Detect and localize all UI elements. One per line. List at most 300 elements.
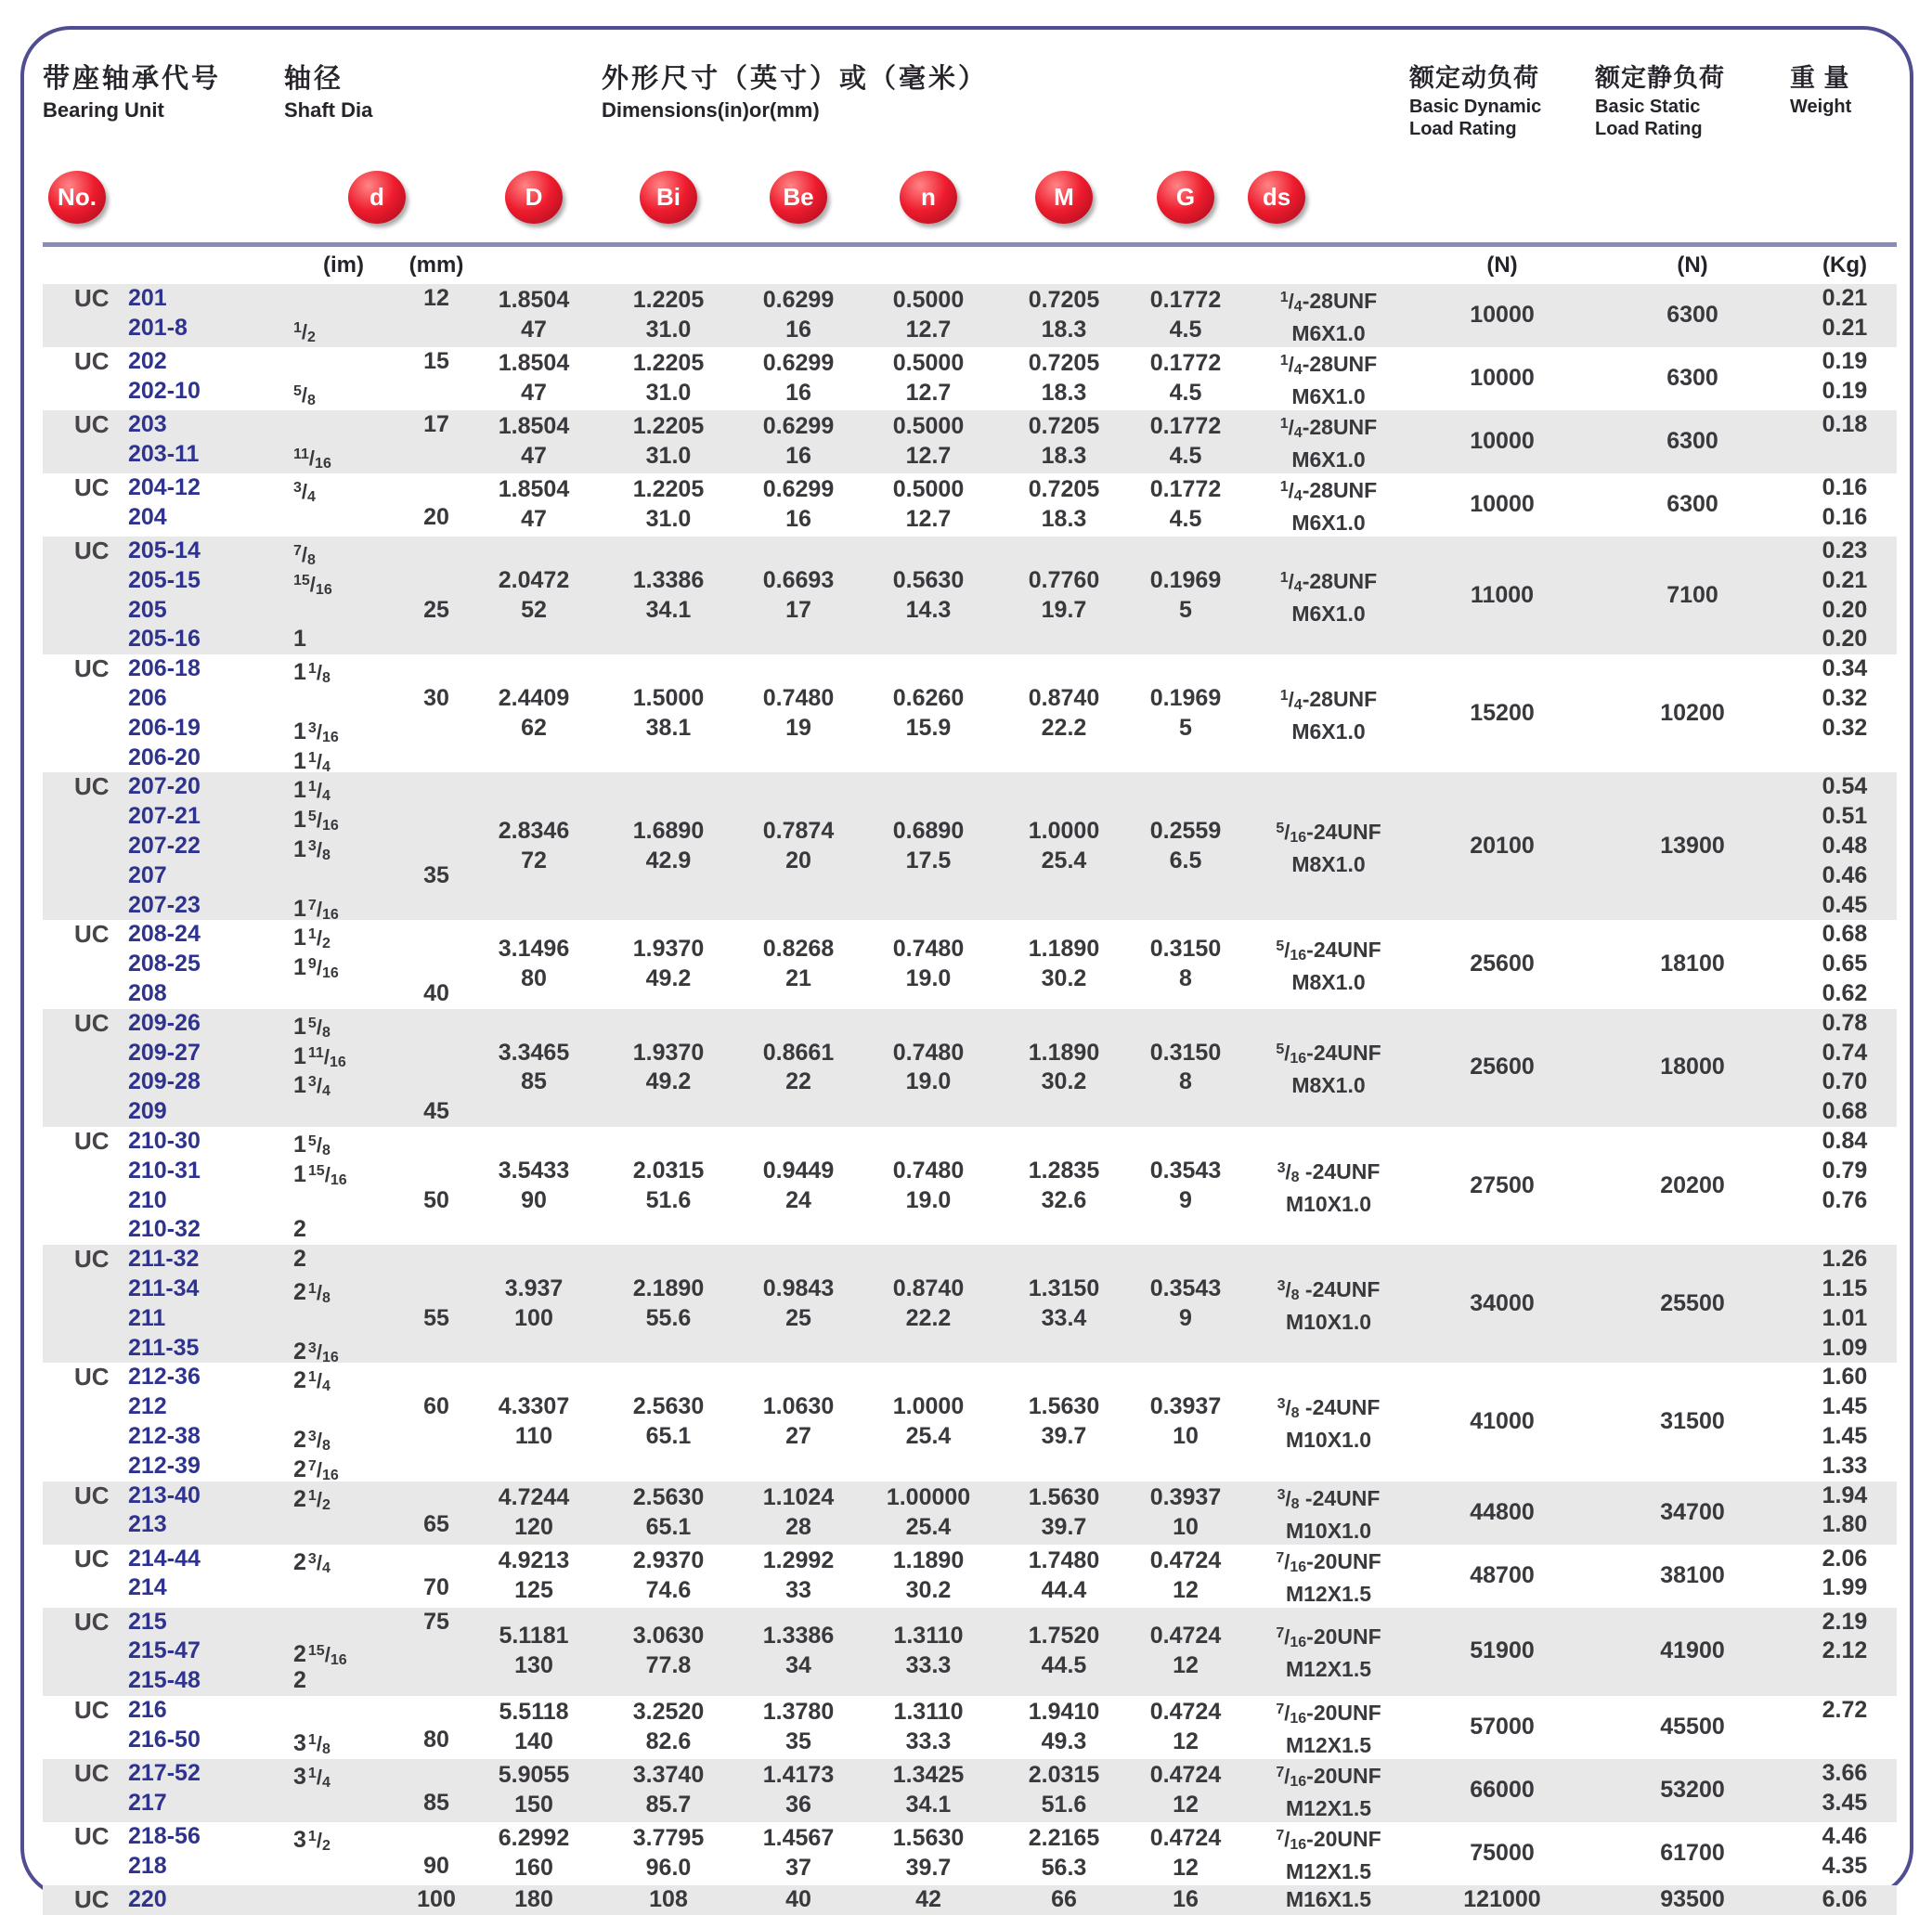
- dim-D-inch: 4.9213: [498, 1546, 570, 1573]
- thread-spec-cell: [1242, 1545, 1409, 1608]
- shaft-dia-inch: [293, 654, 403, 687]
- thread-metric: M6X1.0: [1291, 321, 1366, 345]
- weight-cell: [1790, 1545, 1900, 1608]
- shaft-dia-mm: 12: [423, 285, 449, 311]
- dim-Bi-cell: [598, 1245, 739, 1363]
- thread-imperial: $^1$/4-28UNF: [1279, 352, 1378, 378]
- dim-G-cell: [1129, 473, 1242, 537]
- dim-Be-mm: 19: [785, 714, 811, 741]
- shaft-dia-mm: 100: [417, 1885, 456, 1912]
- dim-G-cell: [1129, 920, 1242, 1008]
- dim-n-inch: 0.5000: [892, 350, 965, 377]
- uc-prefix-cell: [43, 1545, 128, 1608]
- static-load-cell: [1595, 1696, 1790, 1759]
- uc-prefix: UC: [74, 1008, 110, 1037]
- uc-prefix: [43, 979, 128, 1009]
- inch-fraction: 2 $^7$/16: [293, 1456, 339, 1483]
- weight-value: [1790, 744, 1900, 773]
- thread-imperial: $^5$/16-24UNF: [1276, 819, 1381, 846]
- shaft-dia-mm: [403, 832, 470, 861]
- uc-prefix-cell: [43, 347, 128, 410]
- shaft-dia-mm-cell: [403, 1545, 470, 1608]
- dim-D-inch: 2.8346: [498, 818, 570, 845]
- dim-G-cell: [1129, 1482, 1242, 1545]
- dim-n-inch: 0.6890: [892, 818, 965, 845]
- thread-imperial: $^3$/8 -24UNF: [1277, 1158, 1381, 1185]
- model-number-cell: [128, 1759, 284, 1822]
- dim-D-mm: 90: [521, 1186, 547, 1213]
- static-load-value: 20200: [1660, 1171, 1725, 1198]
- dim-G-mm: 12: [1173, 1727, 1199, 1754]
- weight-value: 1.45: [1822, 1393, 1868, 1420]
- shaft-dia-inch: [293, 1334, 403, 1364]
- static-load-cell: [1595, 920, 1790, 1008]
- shaft-dia-mm: [403, 744, 470, 773]
- symbol-badge-row: [43, 168, 1897, 226]
- thread-metric: M10X1.0: [1285, 1518, 1372, 1543]
- shaft-dia-inch: [293, 1482, 403, 1511]
- bearing-model: 206: [128, 684, 167, 711]
- uc-prefix-cell: [43, 654, 128, 772]
- weight-value: 0.65: [1822, 951, 1868, 977]
- dim-D-cell: [470, 1885, 598, 1915]
- dim-D-mm: 180: [514, 1885, 553, 1912]
- dim-M-mm: 18.3: [1041, 443, 1087, 469]
- dim-Be-mm: 22: [785, 1068, 811, 1095]
- dim-n-inch: 1.1890: [892, 1546, 965, 1573]
- dim-n-inch: 0.7480: [892, 1039, 965, 1066]
- bearing-model: 212-39: [128, 1452, 201, 1479]
- weight-value: 0.21: [1822, 566, 1868, 593]
- dim-M-mm: 39.7: [1041, 1513, 1087, 1540]
- dim-Be-inch: 0.6299: [762, 476, 835, 503]
- dim-M-inch: 1.2835: [1028, 1157, 1100, 1184]
- weight-value: 6.06: [1822, 1885, 1868, 1912]
- dim-M-mm: 30.2: [1041, 1068, 1087, 1095]
- uc-prefix: [43, 1186, 128, 1216]
- shaft-dia-inch: [293, 979, 403, 1009]
- shaft-dia-mm: 60: [423, 1393, 449, 1420]
- dim-M-inch: 1.5630: [1028, 1393, 1100, 1420]
- inch-fraction: 1 $^1$/4: [293, 747, 331, 775]
- dim-n-inch: 1.3425: [892, 1762, 965, 1789]
- weight-value: 0.79: [1822, 1157, 1868, 1184]
- bearing-model: 206-19: [128, 714, 201, 741]
- dim-G-inch: 0.3937: [1149, 1483, 1222, 1510]
- dim-Bi-inch: 1.2205: [632, 350, 705, 377]
- header-bearing-unit-en: Bearing Unit: [43, 98, 164, 122]
- uc-prefix-cell: [43, 1696, 128, 1759]
- dim-n-cell: [858, 1482, 999, 1545]
- dim-Bi-mm: 74.6: [645, 1576, 692, 1603]
- model-number-cell: [128, 410, 284, 473]
- dim-M-inch: 0.7205: [1028, 287, 1100, 314]
- shaft-dia-mm: [403, 920, 470, 950]
- dynamic-load-value: 34000: [1470, 1289, 1535, 1316]
- inch-fraction: 2 $^1$/4: [293, 1367, 331, 1395]
- thread-fraction: $^7$/16: [1276, 1549, 1307, 1575]
- shaft-dia-inch: [293, 1304, 403, 1334]
- static-load-cell: [1595, 1009, 1790, 1127]
- dim-D-mm: 47: [521, 317, 547, 343]
- uc-prefix: UC: [74, 473, 110, 501]
- model-number-cell: [128, 772, 284, 920]
- dim-D-inch: 3.5433: [498, 1157, 570, 1184]
- dynamic-load-value: 27500: [1470, 1171, 1535, 1198]
- dim-M-mm: 30.2: [1041, 965, 1087, 992]
- dynamic-load-value: 25600: [1470, 1054, 1535, 1080]
- dim-Be-mm: 17: [785, 596, 811, 623]
- shaft-dia-inch-cell: [284, 654, 403, 775]
- dim-n-mm: 30.2: [905, 1576, 952, 1603]
- static-load-cell: [1595, 410, 1790, 473]
- shaft-dia-inch: [293, 566, 403, 596]
- dim-M-cell: [999, 772, 1129, 920]
- header-dynamic-load-en1: Basic Dynamic: [1409, 97, 1542, 117]
- shaft-dia-mm: [403, 1039, 470, 1068]
- shaft-dia-mm: [403, 891, 470, 921]
- thread-imperial: $^3$/8 -24UNF: [1277, 1394, 1381, 1421]
- dim-M-cell: [999, 1545, 1129, 1608]
- model-number-cell: [128, 284, 284, 347]
- static-load-cell: [1595, 1245, 1790, 1363]
- uc-prefix-cell: [43, 284, 128, 347]
- bearing-model: 202: [128, 348, 167, 374]
- header-weight-en: Weight: [1790, 97, 1852, 117]
- dim-D-cell: [470, 1482, 598, 1545]
- weight-value: [1790, 1215, 1900, 1245]
- uc-prefix: UC: [74, 1126, 110, 1155]
- uc-prefix-cell: [43, 1482, 128, 1545]
- weight-cell: [1790, 1363, 1900, 1481]
- thread-imperial: $^5$/16-24UNF: [1276, 938, 1381, 964]
- inch-fraction: 1 $^1$/2: [293, 925, 331, 952]
- shaft-dia-inch: [293, 1067, 403, 1100]
- thread-fraction: $^1$/4: [1279, 479, 1303, 504]
- uc-prefix: [43, 1789, 128, 1818]
- thread-spec-cell: [1242, 654, 1409, 772]
- uc-prefix: [43, 503, 128, 533]
- shaft-dia-mm-cell: [403, 920, 470, 1008]
- dynamic-load-value: 11000: [1470, 581, 1535, 608]
- dim-n-mm: 19.0: [905, 965, 952, 992]
- inch-fraction: 2: [293, 1667, 306, 1694]
- shaft-dia-inch: [293, 1157, 403, 1186]
- static-load-cell: [1595, 1759, 1790, 1822]
- badge-ds: ds: [1248, 171, 1305, 224]
- thread-metric: M6X1.0: [1291, 447, 1366, 472]
- dim-Bi-cell: [598, 1363, 739, 1481]
- dim-D-cell: [470, 1245, 598, 1363]
- bearing-model: 207-23: [128, 891, 201, 918]
- dim-M-cell: [999, 1009, 1129, 1127]
- shaft-dia-mm: 50: [423, 1186, 449, 1213]
- dim-Bi-inch: 1.2205: [632, 476, 705, 503]
- thread-metric: M10X1.0: [1285, 1309, 1372, 1334]
- bearing-model: 205-14: [128, 537, 201, 563]
- shaft-dia-inch: [293, 861, 403, 891]
- dim-D-inch: 4.3307: [498, 1393, 570, 1420]
- thread-spec-cell: [1242, 1608, 1409, 1696]
- weight-cell: [1790, 772, 1900, 920]
- uc-prefix: UC: [74, 1758, 110, 1787]
- shaft-dia-mm-cell: [403, 410, 470, 473]
- shaft-dia-mm-cell: [403, 473, 470, 537]
- dim-M-cell: [999, 1759, 1129, 1822]
- bearing-model: 208-25: [128, 951, 201, 977]
- dim-M-cell: [999, 1245, 1129, 1363]
- uc-prefix: [43, 314, 128, 343]
- shaft-dia-inch: [293, 1726, 403, 1755]
- dim-n-cell: [858, 1545, 999, 1608]
- shaft-dia-inch: [293, 440, 403, 470]
- dynamic-load-cell: [1409, 772, 1595, 920]
- dim-M-cell: [999, 1127, 1129, 1245]
- dim-D-mm: 130: [514, 1652, 553, 1679]
- shaft-dia-mm: [403, 802, 470, 832]
- shaft-dia-mm: [403, 1067, 470, 1097]
- header-static-load-zh: 额定静负荷: [1595, 64, 1725, 92]
- uc-prefix: UC: [74, 1363, 110, 1391]
- dynamic-load-cell: [1409, 410, 1595, 473]
- dim-n-inch: 0.7480: [892, 936, 965, 963]
- inch-fraction: $^3$/4: [293, 480, 316, 505]
- uc-prefix: UC: [74, 1481, 110, 1509]
- model-number-cell: [128, 347, 284, 410]
- bearing-model: 214: [128, 1574, 167, 1601]
- dim-D-inch: 6.2992: [498, 1825, 570, 1852]
- dim-Bi-cell: [598, 347, 739, 410]
- weight-value: 0.54: [1822, 773, 1868, 800]
- shaft-dia-inch: [293, 1275, 403, 1304]
- model-number-cell: [128, 1696, 284, 1759]
- weight-value: 0.62: [1822, 979, 1868, 1006]
- static-load-value: 7100: [1666, 581, 1718, 608]
- header-bearing-unit: [43, 58, 284, 140]
- dim-Be-cell: [739, 1545, 858, 1608]
- dim-n-inch: 0.5630: [892, 566, 965, 593]
- dim-Bi-cell: [598, 1009, 739, 1127]
- weight-value: 3.66: [1822, 1759, 1868, 1786]
- weight-value: 0.18: [1822, 411, 1868, 437]
- dim-Bi-mm: 38.1: [645, 714, 692, 741]
- thread-spec-cell: [1242, 537, 1409, 654]
- bearing-model: 215-48: [128, 1667, 201, 1694]
- static-load-value: 18000: [1660, 1054, 1725, 1080]
- dim-D-mm: 62: [521, 714, 547, 741]
- weight-cell: [1790, 1127, 1900, 1245]
- dim-Bi-inch: 3.3740: [632, 1762, 705, 1789]
- dim-Be-cell: [739, 920, 858, 1008]
- model-number-cell: [128, 1545, 284, 1608]
- header-dimensions: [470, 58, 1409, 140]
- dim-D-cell: [470, 1608, 598, 1696]
- shaft-dia-inch: [293, 1422, 403, 1452]
- dim-D-inch: 2.4409: [498, 684, 570, 711]
- table-row: [43, 1822, 1897, 1885]
- inch-fraction: 1 $^7$/16: [293, 895, 339, 923]
- shaft-dia-mm-cell: [403, 347, 470, 410]
- dim-G-mm: 12: [1173, 1854, 1199, 1881]
- bearing-model: 207-22: [128, 832, 201, 859]
- uc-prefix: [43, 1666, 128, 1696]
- weight-cell: [1790, 1885, 1900, 1915]
- badge-n: n: [900, 171, 957, 224]
- bearing-model: 214-44: [128, 1545, 201, 1572]
- weight-value: 1.80: [1822, 1511, 1868, 1538]
- dim-Bi-cell: [598, 772, 739, 920]
- static-load-cell: [1595, 1885, 1790, 1915]
- shaft-dia-mm: 75: [423, 1608, 449, 1635]
- dim-Be-cell: [739, 347, 858, 410]
- uc-prefix: [43, 1852, 128, 1882]
- shaft-dia-inch: [293, 377, 403, 407]
- shaft-dia-inch: [293, 1789, 403, 1818]
- shaft-dia-inch: [293, 1666, 403, 1696]
- weight-cell: [1790, 920, 1900, 1008]
- dim-Be-mm: 36: [785, 1791, 811, 1818]
- dim-Bi-mm: 85.7: [645, 1791, 692, 1818]
- shaft-dia-inch: [293, 1127, 403, 1157]
- thread-spec-cell: [1242, 284, 1409, 347]
- header-shaft-dia: [284, 58, 470, 140]
- inch-fraction: 2 $^{15}$/16: [293, 1641, 347, 1669]
- weight-value: 0.16: [1822, 474, 1868, 500]
- dim-Bi-cell: [598, 1545, 739, 1608]
- static-load-cell: [1595, 537, 1790, 654]
- bearing-model: 204-12: [128, 474, 201, 500]
- inch-fraction: 2: [293, 1246, 306, 1273]
- weight-value: 0.51: [1822, 803, 1868, 830]
- inch-fraction: 2 $^3$/8: [293, 1426, 331, 1454]
- dim-Be-inch: 0.7480: [762, 684, 835, 711]
- dynamic-load-value: 48700: [1470, 1561, 1535, 1588]
- dim-Bi-mm: 31.0: [645, 317, 692, 343]
- dim-D-inch: 3.1496: [498, 936, 570, 963]
- uc-prefix-cell: [43, 410, 128, 473]
- weight-value: 1.26: [1822, 1246, 1868, 1273]
- dim-Bi-inch: 2.9370: [632, 1546, 705, 1573]
- shaft-dia-inch-cell: [284, 1885, 403, 1915]
- bearing-model: 207-21: [128, 803, 201, 830]
- weight-value: 1.15: [1822, 1275, 1868, 1301]
- dim-G-inch: 0.1772: [1149, 350, 1222, 377]
- bearing-model: 205: [128, 596, 167, 623]
- shaft-dia-inch: [293, 410, 403, 440]
- dynamic-load-cell: [1409, 284, 1595, 347]
- thread-fraction: $^5$/16: [1276, 820, 1307, 846]
- table-row: [43, 1759, 1897, 1822]
- uc-prefix: [43, 1275, 128, 1304]
- shaft-dia-inch: [293, 1452, 403, 1482]
- thread-metric: M8X1.0: [1291, 970, 1366, 995]
- thread-spec-cell: [1242, 1245, 1409, 1363]
- shaft-dia-inch: [293, 714, 403, 744]
- uc-prefix: [43, 832, 128, 861]
- dim-D-inch: 5.5118: [499, 1699, 569, 1726]
- inch-fraction: 3 $^1$/8: [293, 1729, 331, 1757]
- shaft-dia-inch: [293, 1696, 403, 1726]
- header-static-load-en2: Load Rating: [1595, 119, 1703, 139]
- shaft-dia-inch-cell: [284, 1696, 403, 1759]
- dim-Be-inch: 1.2992: [762, 1546, 835, 1573]
- dim-Bi-cell: [598, 473, 739, 537]
- dynamic-load-value: 44800: [1470, 1498, 1535, 1525]
- shaft-dia-mm: 45: [423, 1098, 449, 1125]
- dim-n-inch: 0.5000: [892, 413, 965, 440]
- dynamic-load-cell: [1409, 473, 1595, 537]
- unit-shaft-inch: (im): [323, 252, 364, 278]
- table-row: [43, 347, 1897, 410]
- shaft-dia-mm-cell: [403, 1482, 470, 1545]
- shaft-dia-mm: 35: [423, 861, 449, 888]
- thread-fraction: $^3$/8: [1277, 1277, 1300, 1303]
- dim-n-inch: 1.5630: [892, 1825, 965, 1852]
- dim-G-mm: 4.5: [1169, 506, 1202, 532]
- header-shaft-dia-en: Shaft Dia: [284, 98, 373, 122]
- uc-prefix: [43, 1215, 128, 1245]
- unit-dynamic-load: (N): [1486, 252, 1518, 278]
- shaft-dia-inch-cell: [284, 1363, 403, 1481]
- dim-n-mm: 19.0: [905, 1186, 952, 1213]
- static-load-cell: [1595, 284, 1790, 347]
- dim-G-mm: 8: [1179, 1068, 1192, 1095]
- dim-D-mm: 80: [521, 965, 547, 992]
- shaft-dia-inch: [293, 1885, 403, 1915]
- weight-cell: [1790, 1822, 1900, 1885]
- dim-D-mm: 100: [514, 1304, 553, 1331]
- weight-value: 1.60: [1822, 1364, 1868, 1391]
- shaft-dia-mm: 15: [423, 348, 449, 374]
- thread-fraction: $^3$/8: [1277, 1395, 1300, 1421]
- dim-n-mm: 25.4: [905, 1513, 952, 1540]
- shaft-dia-inch: [293, 1822, 403, 1852]
- model-number-cell: [128, 1482, 284, 1545]
- weight-cell: [1790, 537, 1900, 654]
- dim-M-mm: 39.7: [1041, 1422, 1087, 1449]
- weight-value: 4.35: [1822, 1852, 1868, 1879]
- bearing-model: 211-35: [128, 1334, 200, 1361]
- header-dynamic-load: [1409, 58, 1595, 140]
- bearing-model: 201: [128, 285, 167, 311]
- dim-n-cell: [858, 1885, 999, 1915]
- dim-M-mm: 22.2: [1041, 714, 1087, 741]
- dim-D-inch: 2.0472: [498, 566, 570, 593]
- bearing-model: 210-32: [128, 1216, 201, 1243]
- dim-Be-inch: 1.4567: [762, 1825, 835, 1852]
- shaft-dia-mm-cell: [403, 1759, 470, 1822]
- dim-G-inch: 0.1772: [1149, 413, 1222, 440]
- weight-value: [1790, 1726, 1900, 1755]
- dynamic-load-cell: [1409, 1885, 1595, 1915]
- dim-M-cell: [999, 1363, 1129, 1481]
- thread-metric: M10X1.0: [1285, 1427, 1372, 1452]
- thread-spec-cell: [1242, 1482, 1409, 1545]
- dim-Bi-cell: [598, 920, 739, 1008]
- shaft-dia-mm: [403, 1009, 470, 1039]
- thread-metric: M12X1.5: [1285, 1795, 1372, 1820]
- dim-M-mm: 49.3: [1041, 1727, 1087, 1754]
- dynamic-load-value: 10000: [1470, 365, 1535, 392]
- shaft-dia-inch: [293, 920, 403, 950]
- dim-M-mm: 32.6: [1041, 1186, 1087, 1213]
- dim-n-cell: [858, 1822, 999, 1885]
- dim-n-cell: [858, 772, 999, 920]
- dim-Bi-inch: 3.7795: [632, 1825, 705, 1852]
- dim-Bi-inch: 1.9370: [632, 936, 705, 963]
- thread-fraction: $^7$/16: [1276, 1764, 1307, 1790]
- dim-Bi-inch: 3.2520: [632, 1699, 705, 1726]
